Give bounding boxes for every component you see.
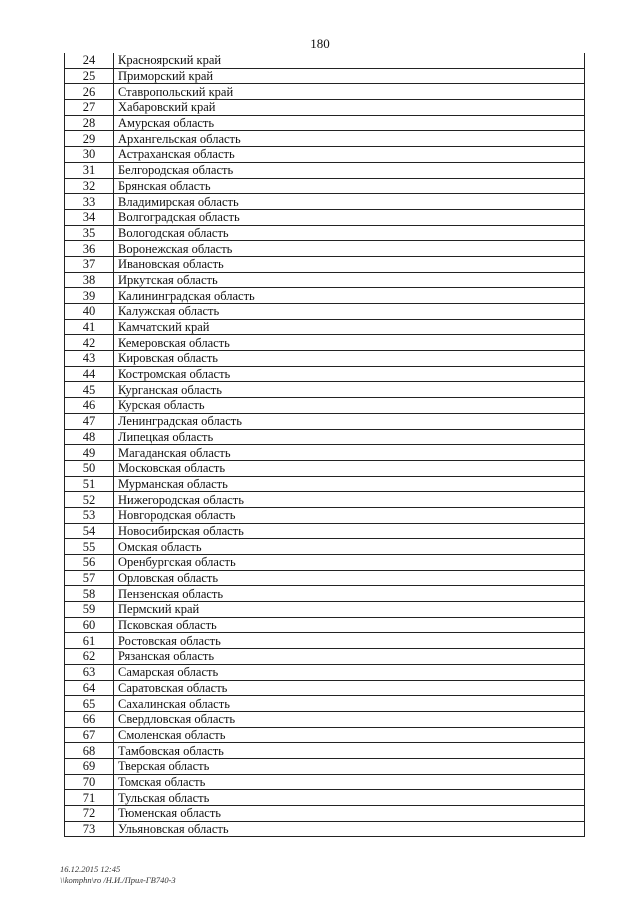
region-name: Иркутская область bbox=[114, 272, 585, 288]
region-name: Оренбургская область bbox=[114, 555, 585, 571]
row-number: 51 bbox=[65, 476, 114, 492]
region-name: Архангельская область bbox=[114, 131, 585, 147]
row-number: 68 bbox=[65, 743, 114, 759]
table-row bbox=[65, 84, 585, 100]
region-name: Смоленская область bbox=[114, 727, 585, 743]
region-name: Ленинградская область bbox=[114, 413, 585, 429]
table-row bbox=[65, 617, 585, 633]
table-row bbox=[65, 382, 585, 398]
region-name: Ульяновская область bbox=[114, 821, 585, 837]
table-row bbox=[65, 633, 585, 649]
region-name: Вологодская область bbox=[114, 225, 585, 241]
table-row bbox=[65, 460, 585, 476]
row-number: 57 bbox=[65, 570, 114, 586]
row-number: 69 bbox=[65, 758, 114, 774]
region-name: Ростовская область bbox=[114, 633, 585, 649]
table-row bbox=[65, 272, 585, 288]
region-name: Белгородская область bbox=[114, 162, 585, 178]
footer bbox=[60, 864, 176, 886]
row-number: 30 bbox=[65, 147, 114, 163]
table-row bbox=[65, 649, 585, 665]
region-name: Воронежская область bbox=[114, 241, 585, 257]
region-name: Липецкая область bbox=[114, 429, 585, 445]
region-name: Камчатский край bbox=[114, 319, 585, 335]
row-number: 32 bbox=[65, 178, 114, 194]
row-number: 27 bbox=[65, 100, 114, 116]
row-number: 41 bbox=[65, 319, 114, 335]
region-name: Владимирская область bbox=[114, 194, 585, 210]
footer-file-path: \\komphn\ro /Н.И./Прил-ГВ740-3 bbox=[60, 875, 176, 885]
row-number: 45 bbox=[65, 382, 114, 398]
region-name: Ивановская область bbox=[114, 256, 585, 272]
region-name: Ставропольский край bbox=[114, 84, 585, 100]
table-row bbox=[65, 209, 585, 225]
region-name: Приморский край bbox=[114, 68, 585, 84]
region-name: Волгоградская область bbox=[114, 209, 585, 225]
table-row bbox=[65, 774, 585, 790]
region-name: Брянская область bbox=[114, 178, 585, 194]
region-name: Нижегородская область bbox=[114, 492, 585, 508]
region-name: Омская область bbox=[114, 539, 585, 555]
table-row bbox=[65, 256, 585, 272]
row-number: 31 bbox=[65, 162, 114, 178]
table-row bbox=[65, 100, 585, 116]
table-row bbox=[65, 429, 585, 445]
table-row bbox=[65, 806, 585, 822]
row-number: 36 bbox=[65, 241, 114, 257]
row-number: 52 bbox=[65, 492, 114, 508]
table-row bbox=[65, 586, 585, 602]
row-number: 60 bbox=[65, 617, 114, 633]
row-number: 72 bbox=[65, 806, 114, 822]
table-row bbox=[65, 162, 585, 178]
row-number: 64 bbox=[65, 680, 114, 696]
row-number: 53 bbox=[65, 507, 114, 523]
row-number: 25 bbox=[65, 68, 114, 84]
region-name: Калужская область bbox=[114, 304, 585, 320]
row-number: 61 bbox=[65, 633, 114, 649]
region-name: Тамбовская область bbox=[114, 743, 585, 759]
table-row bbox=[65, 68, 585, 84]
table-row bbox=[65, 696, 585, 712]
table-row bbox=[65, 288, 585, 304]
row-number: 65 bbox=[65, 696, 114, 712]
table-row bbox=[65, 147, 585, 163]
table-row bbox=[65, 680, 585, 696]
region-name: Тульская область bbox=[114, 790, 585, 806]
page-number: 180 bbox=[310, 36, 330, 51]
table-row bbox=[65, 570, 585, 586]
region-name: Пензенская область bbox=[114, 586, 585, 602]
row-number: 71 bbox=[65, 790, 114, 806]
table-row bbox=[65, 523, 585, 539]
row-number: 26 bbox=[65, 84, 114, 100]
row-number: 54 bbox=[65, 523, 114, 539]
table-row bbox=[65, 413, 585, 429]
table-row bbox=[65, 304, 585, 320]
table-row bbox=[65, 758, 585, 774]
region-name: Магаданская область bbox=[114, 445, 585, 461]
row-number: 48 bbox=[65, 429, 114, 445]
table-row bbox=[65, 366, 585, 382]
row-number: 47 bbox=[65, 413, 114, 429]
table-row bbox=[65, 445, 585, 461]
row-number: 55 bbox=[65, 539, 114, 555]
region-name: Астраханская область bbox=[114, 147, 585, 163]
region-name: Кировская область bbox=[114, 351, 585, 367]
region-name: Свердловская область bbox=[114, 711, 585, 727]
row-number: 24 bbox=[65, 53, 114, 68]
table-row bbox=[65, 711, 585, 727]
table-row bbox=[65, 602, 585, 618]
row-number: 38 bbox=[65, 272, 114, 288]
row-number: 49 bbox=[65, 445, 114, 461]
region-name: Сахалинская область bbox=[114, 696, 585, 712]
row-number: 40 bbox=[65, 304, 114, 320]
row-number: 63 bbox=[65, 664, 114, 680]
table-row bbox=[65, 664, 585, 680]
table-row bbox=[65, 53, 585, 68]
table-row bbox=[65, 131, 585, 147]
row-number: 56 bbox=[65, 555, 114, 571]
table-row bbox=[65, 727, 585, 743]
region-name: Калининградская область bbox=[114, 288, 585, 304]
region-name: Кемеровская область bbox=[114, 335, 585, 351]
row-number: 34 bbox=[65, 209, 114, 225]
row-number: 28 bbox=[65, 115, 114, 131]
table-row bbox=[65, 225, 585, 241]
row-number: 43 bbox=[65, 351, 114, 367]
row-number: 37 bbox=[65, 256, 114, 272]
region-name: Орловская область bbox=[114, 570, 585, 586]
region-name: Московская область bbox=[114, 460, 585, 476]
region-name: Новосибирская область bbox=[114, 523, 585, 539]
table-row bbox=[65, 743, 585, 759]
row-number: 39 bbox=[65, 288, 114, 304]
region-name: Красноярский край bbox=[114, 53, 585, 68]
row-number: 46 bbox=[65, 398, 114, 414]
row-number: 29 bbox=[65, 131, 114, 147]
footer-timestamp: 16.12.2015 12:45 bbox=[60, 864, 121, 874]
table-row bbox=[65, 241, 585, 257]
row-number: 44 bbox=[65, 366, 114, 382]
region-name: Псковская область bbox=[114, 617, 585, 633]
regions-table-body bbox=[65, 53, 585, 837]
table-row bbox=[65, 507, 585, 523]
region-name: Мурманская область bbox=[114, 476, 585, 492]
row-number: 58 bbox=[65, 586, 114, 602]
region-name: Тверская область bbox=[114, 758, 585, 774]
region-name: Томская область bbox=[114, 774, 585, 790]
region-name: Саратовская область bbox=[114, 680, 585, 696]
region-name: Хабаровский край bbox=[114, 100, 585, 116]
region-name: Пермский край bbox=[114, 602, 585, 618]
regions-table bbox=[64, 53, 585, 837]
row-number: 66 bbox=[65, 711, 114, 727]
row-number: 67 bbox=[65, 727, 114, 743]
table-row bbox=[65, 194, 585, 210]
table-row bbox=[65, 115, 585, 131]
table-row bbox=[65, 351, 585, 367]
table-row bbox=[65, 555, 585, 571]
table-row bbox=[65, 476, 585, 492]
row-number: 42 bbox=[65, 335, 114, 351]
region-name: Рязанская область bbox=[114, 649, 585, 665]
region-name: Амурская область bbox=[114, 115, 585, 131]
table-row bbox=[65, 398, 585, 414]
row-number: 50 bbox=[65, 460, 114, 476]
table-row bbox=[65, 821, 585, 837]
table-row bbox=[65, 492, 585, 508]
row-number: 73 bbox=[65, 821, 114, 837]
row-number: 62 bbox=[65, 649, 114, 665]
table-row bbox=[65, 539, 585, 555]
region-name: Курская область bbox=[114, 398, 585, 414]
table-row bbox=[65, 335, 585, 351]
row-number: 59 bbox=[65, 602, 114, 618]
region-name: Курганская область bbox=[114, 382, 585, 398]
row-number: 35 bbox=[65, 225, 114, 241]
region-name: Новгородская область bbox=[114, 507, 585, 523]
table-row bbox=[65, 319, 585, 335]
region-name: Самарская область bbox=[114, 664, 585, 680]
region-name: Костромская область bbox=[114, 366, 585, 382]
row-number: 70 bbox=[65, 774, 114, 790]
region-name: Тюменская область bbox=[114, 806, 585, 822]
row-number: 33 bbox=[65, 194, 114, 210]
table-row bbox=[65, 178, 585, 194]
table-row bbox=[65, 790, 585, 806]
